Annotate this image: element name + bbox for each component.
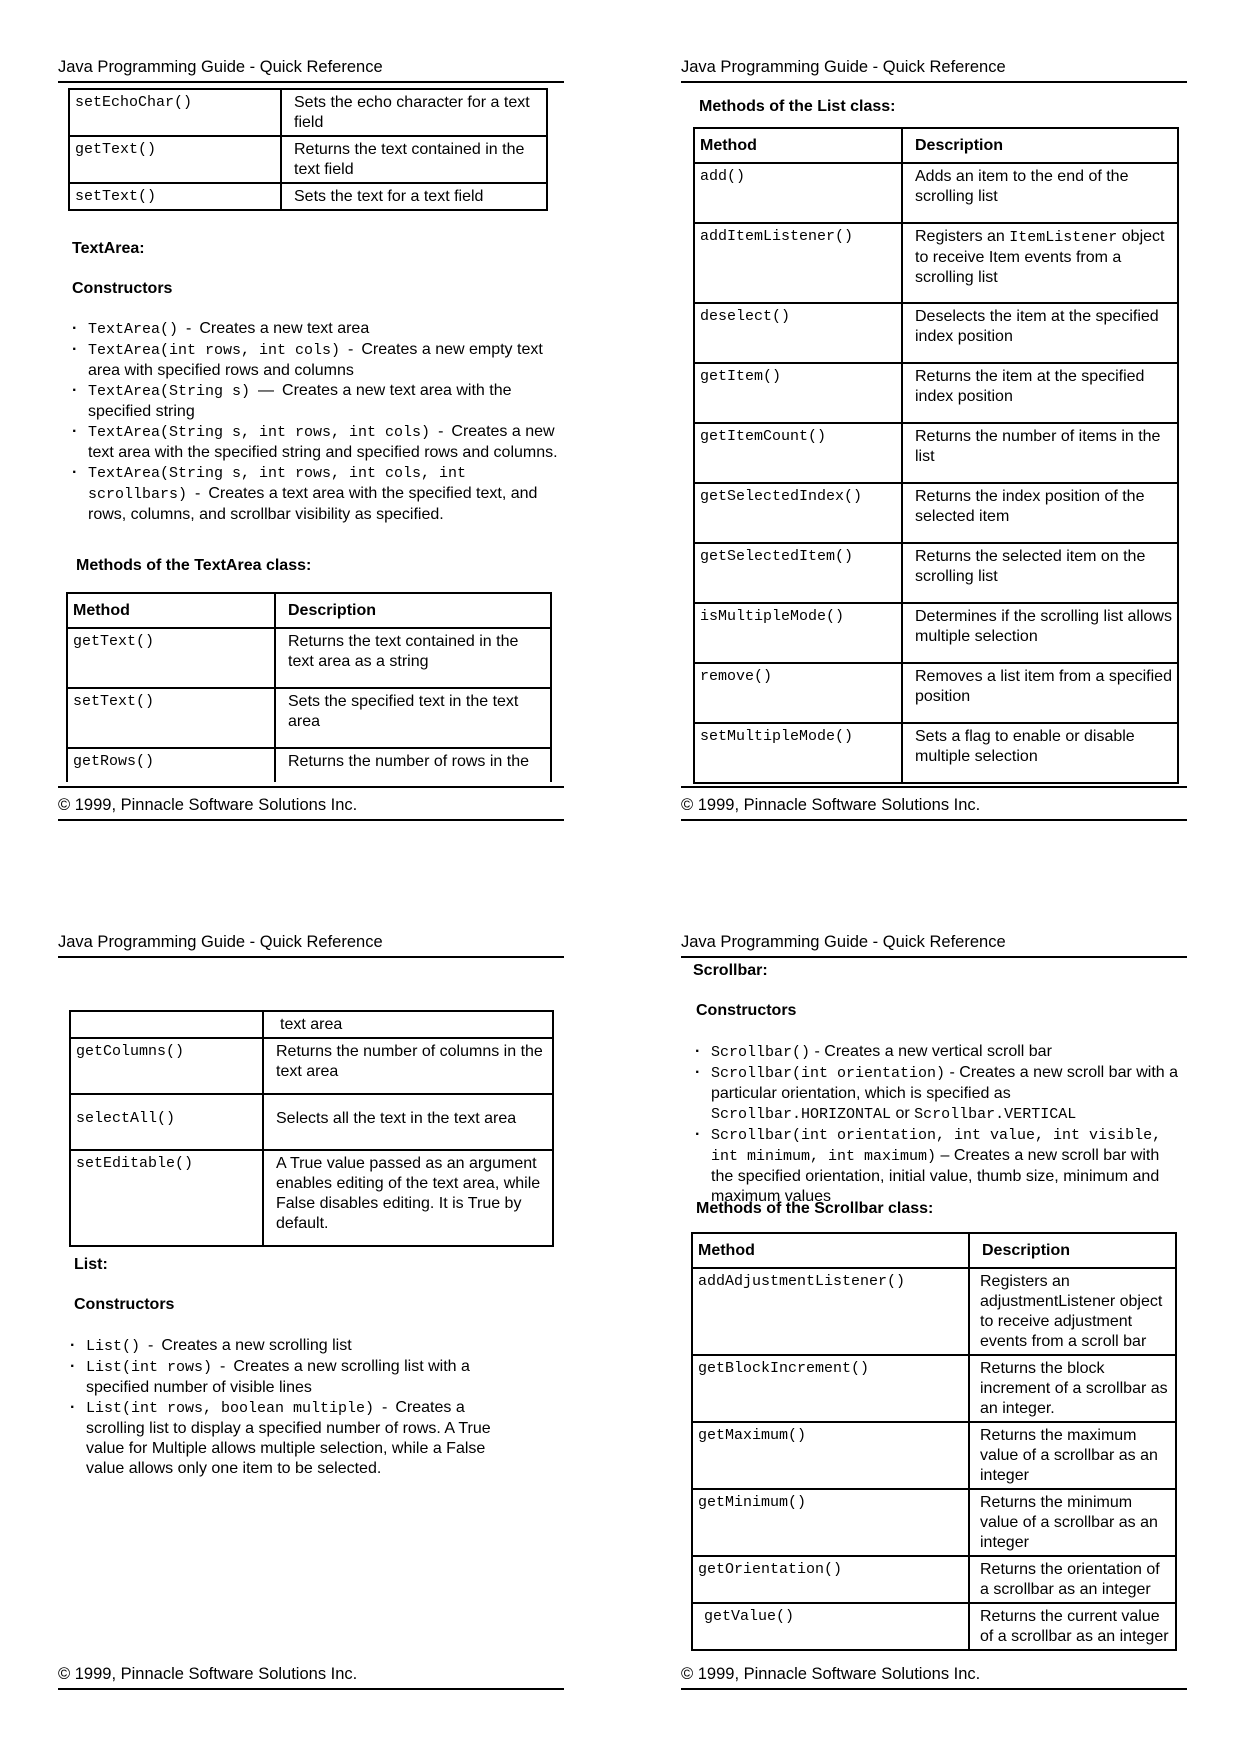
list-item bbox=[66, 381, 566, 422]
method-description: Deselects the item at the specified index position bbox=[902, 303, 1178, 363]
table-row bbox=[70, 1150, 553, 1246]
method-name: getText() bbox=[69, 136, 281, 183]
table-row bbox=[694, 423, 1178, 483]
constant-name: Scrollbar.VERTICAL bbox=[914, 1106, 1077, 1123]
method-name: getOrientation() bbox=[692, 1556, 969, 1603]
constructor-description: - Creates a new scroll bar with a particular orientation, which is specified as bbox=[711, 1064, 1179, 1102]
constructor-description: Creates a new text area bbox=[199, 320, 370, 337]
page-footer: © 1999, Pinnacle Software Solutions Inc. bbox=[58, 1664, 564, 1690]
method-description: Determines if the scrolling list allows multiple selection bbox=[902, 603, 1178, 663]
separator: - bbox=[438, 423, 444, 440]
page-panel-top-right bbox=[681, 55, 1187, 885]
methods-heading: Methods of the List class: bbox=[699, 98, 896, 115]
column-header-description: Description bbox=[275, 593, 551, 628]
constructor-signature: TextArea(String s) bbox=[88, 383, 251, 400]
textarea-methods-table-continued bbox=[69, 1010, 554, 1247]
method-description: A True value passed as an argument enables editing of the text area, while False disables editing. It is True by default. bbox=[263, 1150, 553, 1246]
table-row bbox=[69, 136, 547, 183]
method-description: Returns the text contained in the text area as a string bbox=[275, 628, 551, 688]
method-name: getSelectedItem() bbox=[694, 543, 902, 603]
list-item bbox=[64, 1357, 524, 1398]
constructors-heading: Constructors bbox=[696, 1002, 797, 1019]
table-row bbox=[69, 89, 547, 136]
table-row bbox=[692, 1489, 1176, 1556]
method-description: Returns the number of columns in the text area bbox=[263, 1038, 553, 1094]
method-name: getValue() bbox=[692, 1603, 969, 1650]
method-name: getBlockIncrement() bbox=[692, 1355, 969, 1422]
constructor-list bbox=[66, 319, 566, 525]
method-name: addAdjustmentListener() bbox=[692, 1268, 969, 1355]
table-row bbox=[694, 163, 1178, 223]
constructor-signature: TextArea(String s, int rows, int cols) bbox=[88, 424, 431, 441]
page-header: Java Programming Guide - Quick Reference bbox=[58, 932, 564, 958]
constructor-signature: TextArea() bbox=[88, 321, 179, 338]
column-header-description: Description bbox=[902, 128, 1178, 163]
method-description: Registers an adjustmentListener object to receive adjustment events from a scroll bar bbox=[969, 1268, 1176, 1355]
method-description: Adds an item to the end of the scrolling list bbox=[902, 163, 1178, 223]
constant-name: Scrollbar.HORIZONTAL bbox=[711, 1106, 892, 1123]
constructors-heading: Constructors bbox=[72, 280, 173, 297]
constructor-signature: Scrollbar(int orientation, int value, int visible, int minimum, int maximum) bbox=[711, 1127, 1162, 1165]
textarea-methods-table bbox=[66, 592, 552, 782]
method-description: Returns the selected item on the scrolling list bbox=[902, 543, 1178, 603]
method-name: getText() bbox=[67, 628, 275, 688]
table-row bbox=[70, 1094, 553, 1150]
column-header-method: Method bbox=[67, 593, 275, 628]
table-row bbox=[694, 363, 1178, 423]
method-name bbox=[70, 1011, 263, 1038]
table-row bbox=[694, 223, 1178, 303]
column-header-method: Method bbox=[694, 128, 902, 163]
class-name: ItemListener bbox=[1009, 229, 1118, 246]
method-name: getSelectedIndex() bbox=[694, 483, 902, 543]
method-name: add() bbox=[694, 163, 902, 223]
section-title: Scrollbar: bbox=[693, 962, 768, 979]
textfield-methods-table bbox=[68, 88, 548, 211]
page-header: Java Programming Guide - Quick Reference bbox=[58, 57, 564, 83]
method-name: selectAll() bbox=[70, 1094, 263, 1150]
section-title: List: bbox=[74, 1256, 108, 1273]
method-description: text area bbox=[263, 1011, 553, 1038]
method-name: getRows() bbox=[67, 748, 275, 782]
table-header-row bbox=[692, 1233, 1176, 1268]
method-description: Sets the specified text in the text area bbox=[275, 688, 551, 748]
column-header-method: Method bbox=[692, 1233, 969, 1268]
method-name: deselect() bbox=[694, 303, 902, 363]
constructor-signature: Scrollbar(int orientation) bbox=[711, 1065, 946, 1082]
table-row bbox=[67, 628, 551, 688]
method-description: Sets a flag to enable or disable multiple selection bbox=[902, 723, 1178, 783]
method-name: getMaximum() bbox=[692, 1422, 969, 1489]
separator: - bbox=[195, 485, 201, 502]
table-row bbox=[69, 183, 547, 210]
method-name: getItemCount() bbox=[694, 423, 902, 483]
list-item bbox=[66, 340, 566, 381]
method-description bbox=[902, 223, 1178, 303]
method-description: Selects all the text in the text area bbox=[263, 1094, 553, 1150]
constructor-signature: TextArea(String s, int rows, int cols, int scrollbars) bbox=[88, 465, 467, 503]
method-name: getColumns() bbox=[70, 1038, 263, 1094]
method-name: getItem() bbox=[694, 363, 902, 423]
page-panel-bottom-right bbox=[681, 932, 1187, 1762]
list-item bbox=[66, 422, 566, 463]
constructor-description: Creates a text area with the specified text, and rows, columns, and scrollbar visibility as specified. bbox=[88, 485, 538, 523]
method-description: Returns the minimum value of a scrollbar as an integer bbox=[969, 1489, 1176, 1556]
constructor-description: Creates a new scrolling list bbox=[161, 1337, 352, 1354]
page-footer: © 1999, Pinnacle Software Solutions Inc. bbox=[58, 795, 564, 821]
method-description: Returns the number of rows in the bbox=[275, 748, 551, 782]
method-name: setEditable() bbox=[70, 1150, 263, 1246]
separator: - bbox=[220, 1358, 226, 1375]
description-text: Registers an bbox=[915, 228, 1005, 245]
list-item bbox=[689, 1063, 1179, 1125]
table-row bbox=[692, 1603, 1176, 1650]
description-text: object to receive Item events from a scrolling list bbox=[915, 228, 1165, 286]
table-row bbox=[694, 723, 1178, 783]
method-description: Returns the orientation of a scrollbar as an integer bbox=[969, 1556, 1176, 1603]
method-description: Removes a list item from a specified position bbox=[902, 663, 1178, 723]
method-description: Returns the number of items in the list bbox=[902, 423, 1178, 483]
conjunction: or bbox=[895, 1105, 910, 1122]
separator: — bbox=[258, 382, 275, 399]
table-row bbox=[70, 1011, 553, 1038]
methods-heading: Methods of the Scrollbar class: bbox=[696, 1200, 934, 1217]
table-row bbox=[694, 543, 1178, 603]
page-header: Java Programming Guide - Quick Reference bbox=[681, 932, 1187, 958]
method-name: setMultipleMode() bbox=[694, 723, 902, 783]
table-row bbox=[694, 603, 1178, 663]
table-row bbox=[692, 1556, 1176, 1603]
table-row bbox=[694, 483, 1178, 543]
page-footer: © 1999, Pinnacle Software Solutions Inc. bbox=[681, 795, 1187, 821]
constructor-list bbox=[64, 1336, 524, 1479]
method-description: Returns the current value of a scrollbar as an integer bbox=[969, 1603, 1176, 1650]
list-item bbox=[64, 1398, 524, 1479]
page-header: Java Programming Guide - Quick Reference bbox=[681, 57, 1187, 83]
method-name: addItemListener() bbox=[694, 223, 902, 303]
list-item bbox=[66, 463, 566, 525]
list-item bbox=[64, 1336, 524, 1357]
constructor-signature: Scrollbar() bbox=[711, 1044, 811, 1061]
constructors-heading: Constructors bbox=[74, 1296, 175, 1313]
table-header-row bbox=[694, 128, 1178, 163]
constructor-description: - Creates a new vertical scroll bar bbox=[814, 1043, 1052, 1060]
separator: - bbox=[148, 1337, 154, 1354]
method-description: Returns the block increment of a scrollbar as an integer. bbox=[969, 1355, 1176, 1422]
list-item bbox=[66, 319, 566, 340]
constructor-description: Creates a new text area with the specified string and specified rows and columns. bbox=[88, 423, 558, 461]
method-description: Returns the item at the specified index position bbox=[902, 363, 1178, 423]
table-row bbox=[692, 1268, 1176, 1355]
constructor-description: Creates a scrolling list to display a specified number of rows. A True value for Multiple allows multiple selection, while a False value allows only one item to be selected. bbox=[86, 1399, 491, 1477]
constructor-description: – Creates a new scroll bar with the specified orientation, initial value, thumb size, minimum and maximum values bbox=[711, 1147, 1160, 1205]
separator: - bbox=[382, 1399, 388, 1416]
method-name: remove() bbox=[694, 663, 902, 723]
method-name: setEchoChar() bbox=[69, 89, 281, 136]
table-row bbox=[692, 1422, 1176, 1489]
table-row bbox=[692, 1355, 1176, 1422]
page-panel-top-left bbox=[58, 55, 564, 885]
constructor-description: Creates a new empty text area with specified rows and columns bbox=[88, 341, 543, 379]
footer-rule bbox=[58, 786, 564, 788]
table-row bbox=[694, 303, 1178, 363]
scrollbar-methods-table bbox=[691, 1232, 1177, 1651]
method-name: setText() bbox=[69, 183, 281, 210]
section-title: TextArea: bbox=[72, 240, 145, 257]
table-row bbox=[70, 1038, 553, 1094]
list-methods-table bbox=[693, 127, 1179, 784]
page-footer: © 1999, Pinnacle Software Solutions Inc. bbox=[681, 1664, 1187, 1690]
method-name: setText() bbox=[67, 688, 275, 748]
table-row bbox=[67, 688, 551, 748]
methods-heading: Methods of the TextArea class: bbox=[76, 557, 312, 574]
table-header-row bbox=[67, 593, 551, 628]
constructor-signature: List(int rows) bbox=[86, 1359, 213, 1376]
constructor-description: Creates a new scrolling list with a specified number of visible lines bbox=[86, 1358, 470, 1396]
table-row bbox=[694, 663, 1178, 723]
list-item bbox=[689, 1125, 1179, 1207]
constructor-description: Creates a new text area with the specified string bbox=[88, 382, 512, 420]
method-name: isMultipleMode() bbox=[694, 603, 902, 663]
list-item bbox=[689, 1042, 1179, 1063]
page-panel-bottom-left bbox=[58, 932, 564, 1762]
constructor-signature: TextArea(int rows, int cols) bbox=[88, 342, 341, 359]
table-row bbox=[67, 748, 551, 782]
footer-rule bbox=[681, 786, 1187, 788]
constructor-signature: List(int rows, boolean multiple) bbox=[86, 1400, 375, 1417]
method-description: Returns the text contained in the text field bbox=[281, 136, 547, 183]
column-header-description: Description bbox=[969, 1233, 1176, 1268]
method-description: Sets the text for a text field bbox=[281, 183, 547, 210]
constructor-signature: List() bbox=[86, 1338, 141, 1355]
constructor-list bbox=[689, 1042, 1179, 1207]
method-description: Returns the index position of the selected item bbox=[902, 483, 1178, 543]
separator: - bbox=[348, 341, 354, 358]
separator: - bbox=[186, 320, 192, 337]
method-description: Sets the echo character for a text field bbox=[281, 89, 547, 136]
method-description: Returns the maximum value of a scrollbar as an integer bbox=[969, 1422, 1176, 1489]
method-name: getMinimum() bbox=[692, 1489, 969, 1556]
